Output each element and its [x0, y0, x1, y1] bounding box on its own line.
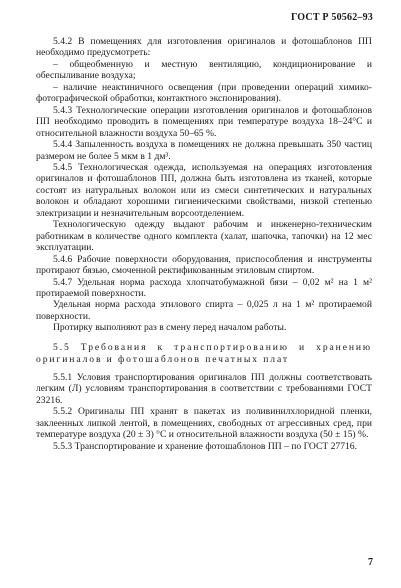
paragraph-5-4-7: 5.4.7 Удельная норма расхода хлопчатобумажной бязи – 0,02 м² на 1 м² протираемой поверхности. [36, 276, 372, 299]
paragraph-5-5-2: 5.5.2 Оригиналы ПП хранят в пакетах из поливинилхлоридной пленки, заклеенных липкой лентой, в помещениях, свободных от агрессивных сред, при температуре воздуха (20 ± 3) °С и относительной влажности воздуха (50 ± 15) %. [36, 406, 372, 441]
paragraph-5-5-3: 5.5.3 Транспортирование и хранение фотошаблонов ПП – по ГОСТ 27716. [53, 440, 357, 452]
paragraph-5-4-5: 5.4.5 Технологическая одежда, используемая на операциях изготовления оригиналов и фотошаблонов ПП, должна быть изготовлена из тканей, которые состоят из натуральных волокон или из смеси синтетических и натуральных волокон и обладают хорошими гигиеническими свойствами, низкой степенью электризации и незначительным ворсоотделением. [36, 161, 372, 219]
document-body [36, 36, 372, 452]
page-number: 7 [368, 557, 373, 568]
list-item-ventilation: – общеобменную и местную вентиляцию, кондиционирование и обеспыливание воздуха; [36, 58, 372, 82]
paragraph-5-4-6: 5.4.6 Рабочие поверхности оборудования, приспособления и инструменты протирают бязью, смоченной ректификованным этиловым спиртом. [36, 253, 372, 277]
paragraph-alcohol-norm: Удельная норма расхода этилового спирта – 0,025 л на 1 м² протираемой поверхности. [36, 299, 372, 322]
paragraph-5-4-2: 5.4.2 В помещениях для изготовления оригиналов и фотошаблонов ПП необходимо предусмотреть: [36, 36, 372, 59]
standard-code: ГОСТ Р 50562–93 [290, 12, 373, 23]
paragraph-5-4-3: 5.4.3 Технологические операции изготовления оригиналов и фотошаблонов ПП необходимо проводить в помещениях при температуре воздуха 18–24°С и относительной влажности воздуха 50–65 %. [36, 104, 372, 139]
paragraph-clothing: Технологическую одежду выдают рабочим и инженерно-техническим работникам в количестве одного комплекта (халат, шапочка, тапочки) на 12 мес эксплуатации. [36, 219, 372, 254]
paragraph-5-4-4: 5.4.4 Запыленность воздуха в помещениях не должна превышать 350 частиц размером не более 5 мкм в 1 дм³. [36, 139, 372, 162]
section-heading-5-5: 5.5 Требования к транспортированию и хранению оригиналов и фотошаблонов печатных плат [36, 341, 372, 365]
paragraph-wipe-frequency: Протирку выполняют раз в смену перед началом работы. [53, 322, 287, 334]
paragraph-5-5-1: 5.5.1 Условия транспортирования оригиналов ПП должны соответствовать легким (Л) условиям транспортирования в соответствии с требованиями ГОСТ 23216. [36, 371, 372, 406]
list-item-lighting: – наличие неактиничного освещения (при проведении операций химико-фотографической обработки, контактного экспонирования). [36, 81, 372, 105]
